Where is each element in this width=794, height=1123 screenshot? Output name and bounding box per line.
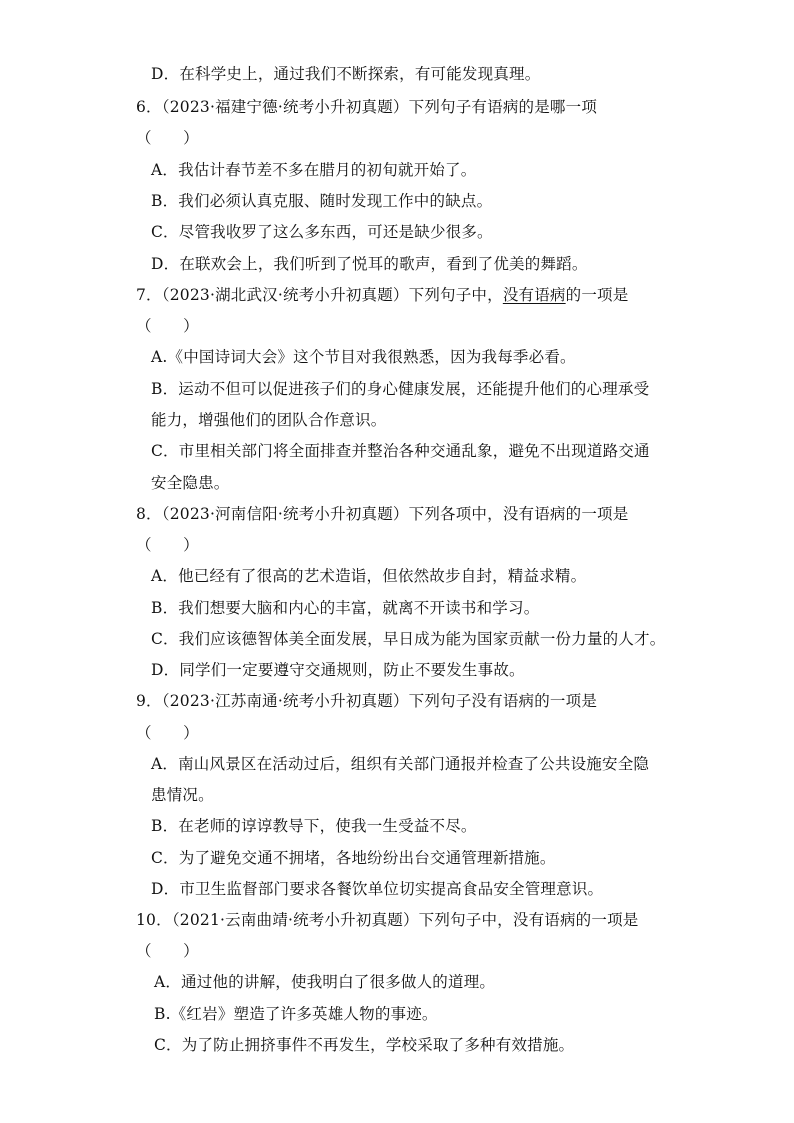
q10-option-c: C．为了防止拥挤事件不再发生，学校采取了多种有效措施。 (154, 1036, 575, 1054)
q8-answer-blank: （ ） (136, 536, 199, 554)
q9-stem: 9．（2023·江苏南通·统考小升初真题）下列句子没有语病的一项是 (136, 692, 598, 710)
q8-option-a: A．他已经有了很高的艺术造诣，但依然故步自封，精益求精。 (151, 567, 587, 585)
q8-stem: 8．（2023·河南信阳·统考小升初真题）下列各项中，没有语病的一项是 (136, 505, 629, 523)
q9-answer-blank: （ ） (136, 724, 199, 742)
q10-answer-blank: （ ） (136, 942, 199, 960)
q6-answer-blank: （ ） (136, 129, 199, 147)
q7-stem (136, 285, 628, 305)
q7-stem-tail: 的一项是 (565, 286, 629, 304)
q7-stem-underlined: 没有语病 (502, 286, 566, 304)
q6-option-c: C．尽管我收罗了这么多东西，可还是缺少很多。 (151, 223, 493, 241)
q7-option-b: B．运动不但可以促进孩子们的身心健康发展，还能提升他们的心理承受 (151, 380, 650, 398)
q10-stem: 10．（2021·云南曲靖·统考小升初真题）下列句子中，没有语病的一项是 (136, 911, 639, 929)
q9-option-a: A．南山风景区在活动过后，组织有关部门通报并检查了公共设施安全隐 (151, 755, 650, 773)
q10-option-b: B.《红岩》塑造了许多英雄人物的事迹。 (154, 1005, 438, 1023)
q7-option-c: C．市里相关部门将全面排查并整治各种交通乱象，避免不出现道路交通 (151, 442, 650, 460)
q7-option-a: A.《中国诗词大会》这个节目对我很熟悉，因为我每季必看。 (151, 348, 576, 366)
q8-option-b: B．我们想要大脑和内心的丰富，就离不开读书和学习。 (151, 599, 540, 617)
q7-option-b-cont: 能力，增强他们的团队合作意识。 (151, 411, 387, 429)
q5-option-d: D．在科学史上，通过我们不断探索，有可能发现真理。 (151, 65, 541, 83)
q9-option-b: B．在老师的谆谆教导下，使我一生受益不尽。 (151, 817, 477, 835)
q7-stem-lead: 7．（2023·湖北武汉·统考小升初真题）下列句子中， (136, 286, 503, 304)
q8-option-d: D．同学们一定要遵守交通规则，防止不要发生事故。 (151, 661, 525, 679)
q7-option-c-cont: 安全隐患。 (151, 474, 230, 492)
q6-option-d: D．在联欢会上，我们听到了悦耳的歌声，看到了优美的舞蹈。 (151, 255, 588, 273)
q8-option-c: C．我们应该德智体美全面发展，早日成为能为国家贡献一份力量的人才。 (151, 630, 666, 648)
q6-stem: 6．（2023·福建宁德·统考小升初真题）下列句子有语病的是哪一项 (136, 98, 598, 116)
q6-option-a: A．我估计春节差不多在腊月的初旬就开始了。 (151, 161, 477, 179)
q9-option-d: D．市卫生监督部门要求各餐饮单位切实提高食品安全管理意识。 (151, 880, 604, 898)
q9-option-c: C．为了避免交通不拥堵，各地纷纷出台交通管理新措施。 (151, 849, 556, 867)
q10-option-a: A．通过他的讲解，使我明白了很多做人的道理。 (154, 973, 496, 991)
q7-answer-blank: （ ） (136, 317, 199, 335)
q6-option-b: B．我们必须认真克服、随时发现工作中的缺点。 (151, 192, 493, 210)
q9-option-a-cont: 患情况。 (151, 786, 214, 804)
